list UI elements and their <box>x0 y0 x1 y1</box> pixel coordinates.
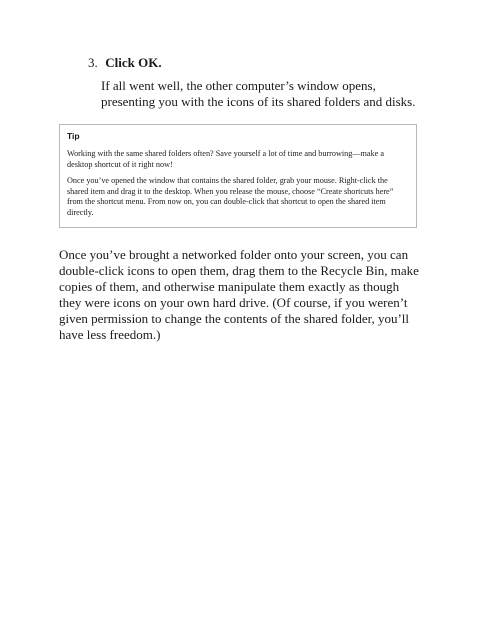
step-description: If all went well, the other computer’s window opens, presenting you with the icons of its shared folders and disks. <box>101 78 416 109</box>
body-paragraph: Once you’ve brought a networked folder onto your screen, you can double-click icons to open them, drag them to the Recycle Bin, make copies of them, and otherwise manipulate them exactly as though they were icons on your own hard drive. (Of course, if you weren’t given permission to change the contents of the shared folder, you’ll have less freedom.) <box>59 247 419 342</box>
step-number: 3. <box>88 55 98 70</box>
step-title: Click OK. <box>105 55 162 70</box>
tip-box <box>59 124 417 228</box>
step-heading <box>88 55 428 71</box>
tip-heading: Tip <box>67 131 80 141</box>
tip-paragraph-2: Once you’ve opened the window that contains the shared folder, grab your mouse. Right-click the shared item and drag it to the desktop. When you release the mouse, choose “Create shortcuts here” from the shortcut menu. From now on, you can double-click that shortcut to open the shared item directly. <box>67 176 394 217</box>
tip-paragraph-1: Working with the same shared folders often? Save yourself a lot of time and burrowing—make a desktop shortcut of it right now! <box>67 149 384 169</box>
